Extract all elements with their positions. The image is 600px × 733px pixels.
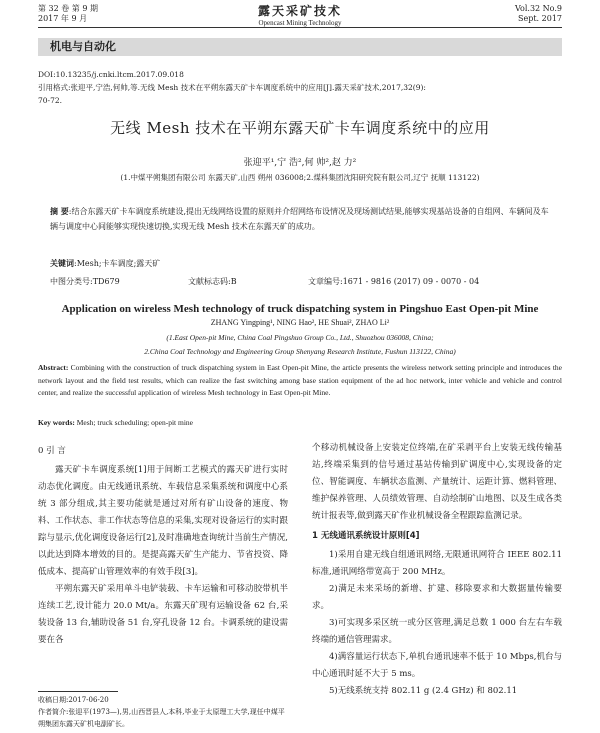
- intro-paragraph-1: 露天矿卡车调度系统[1]用于间断工艺模式的露天矿进行实时动态优化调度。由无线通讯系统、车载信息采集系统和调度中心系统 3 部分组成,其主要功能就是通过对所有矿山设备的速度、物料、工作状态、非工作状态等信息的采集,实现对设备运行的实时跟踪与显示,优化调度设备运行[2],及时准确地查询统计当前生产情况,以此达到降本增效的目的。是提高露天矿生产能力、节省投资、降低成本、提高矿山管理效率的有效手段[3]。: [38, 465, 288, 577]
- header-right: [515, 4, 562, 24]
- intro-paragraph-2: 平朔东露天矿采用单斗电铲装载、卡车运输和可移动胶带机半连续工艺,设计能力 20.0 Mt/a。东露天矿现有运输设备 62 台,采装设备 13 台,辅助设备 51 台,穿孔设备 12 台。卡调系统的建设需要在各: [38, 584, 288, 645]
- english-affiliation-2: 2.China Coal Technology and Engineering Group Shenyang Research Institute, Fushun 113122, China): [144, 347, 456, 356]
- footnote-rule: [38, 691, 118, 692]
- english-affiliation-1: (1.East Open-pit Mine, China Coal Pingshuo Group Co., Ltd., Shuozhou 036008, China;: [166, 333, 434, 342]
- doi[interactable]: DOI:10.13235/j.cnki.ltcm.2017.09.018: [38, 70, 184, 79]
- section-1-heading: 1 无线通讯系统设计原则[4]: [312, 531, 420, 541]
- english-keywords-label: Key words:: [38, 418, 75, 427]
- abstract-zh-text: :结合东露天矿卡车调度系统建设,提出无线网络设置的原则并介绍网络布设情况及现场测试结果,能够实现基站设备的自组网、车辆间及车辆与调度中心间能够实现快速切换,实现无线 Mesh 技术在东露天矿的成功。: [50, 207, 549, 231]
- section-label: [38, 38, 562, 56]
- right-column: [312, 440, 562, 700]
- article-number: 文章编号:1671 - 9816 (2017) 09 - 0070 - 04: [308, 277, 480, 286]
- affiliations: (1.中煤平朔集团有限公司 东露天矿,山西 朔州 036008;2.煤科集团沈阳研究院有限公司,辽宁 抚顺 113122): [120, 173, 480, 182]
- english-abstract-text: Combining with the construction of truck dispatching system in East Open-pit Mine, the article presents the wireless network setting principle and introduces the network layout and the field test results, which can realize the fast switching among base station equipment of the ad hoc network, inter vehicle and vehicle and control center, and realize the successful application of wireless Mesh technology in East Open-pit Mine.: [38, 363, 562, 397]
- section-label-text: 机电与自动化: [50, 40, 116, 53]
- citation-line1: 引用格式:张迎平,宁浩,何帅,等.无线 Mesh 技术在平朔东露天矿卡车调度系统中的应用[J].露天采矿技术,2017,32(9):: [38, 83, 426, 92]
- date-en: Sept. 2017: [518, 14, 562, 23]
- english-title: Application on wireless Mesh technology of truck dispatching system in Pingshuo East Open-pit Mine: [61, 303, 539, 315]
- abstract-zh: [50, 205, 550, 234]
- journal-name-en: Opencast Mining Technology: [258, 19, 342, 27]
- english-abstract-label: Abstract:: [38, 363, 69, 372]
- keywords-zh-text: :Mesh;卡车调度;露天矿: [74, 259, 161, 268]
- abstract-zh-label: 摘 要: [50, 207, 69, 216]
- keywords-zh: [50, 257, 550, 272]
- date-zh: 2017 年 9 月: [38, 14, 88, 23]
- design-principle-2: 2)满足未来采场的新增、扩建、移除要求和大数据量传输要求。: [312, 584, 562, 611]
- design-principle-3: 3)可实现多采区统一或分区管理,满足总数 1 000 台左右车载终端的通信管理需求。: [312, 618, 562, 645]
- received-date: 收稿日期:2017-06-20: [38, 696, 109, 704]
- author-bio: 作者简介:张迎平(1973—),男,山西晋县人,本科,毕业于太原理工大学,现任中煤平朔集团东露天矿机电副矿长。: [38, 708, 285, 728]
- left-column: [38, 440, 288, 649]
- right-paragraph-1: 个移动机械设备上安装定位终端,在矿采剥平台上安装无线传输基站,终端采集到的信号通过基站传输到矿调度中心,实现设备的定位、智能调度、车辆状态监测、产量统计、运距计算、燃料管理、维护保养管理、人员绩效管理、自动绘制矿山地图、以及生成各类统计报表等,做到露天矿作业机械设备全程跟踪监测记录。: [312, 443, 562, 521]
- design-principle-5: 5)无线系统支持 802.11 g (2.4 GHz) 和 802.11: [329, 686, 518, 696]
- english-keywords-text: Mesh; truck scheduling; open-pit mine: [74, 418, 193, 427]
- paper-title: 无线 Mesh 技术在平朔东露天矿卡车调度系统中的应用: [110, 119, 490, 137]
- keywords-zh-label: 关键词: [50, 259, 74, 268]
- journal-name-zh: 露天采矿技术: [257, 4, 342, 18]
- design-principle-4: 4)满容量运行状态下,单机台通讯速率不低于 10 Mbps,机台与中心通讯时延不大于 5 ms。: [312, 652, 562, 679]
- english-authors: ZHANG Yingping¹, NING Hao², HE Shuai², ZHAO Li²: [210, 318, 390, 327]
- header-center: [0, 2, 600, 28]
- english-abstract: [38, 362, 562, 400]
- clc-number: 中图分类号:TD679: [50, 277, 120, 286]
- running-header: [0, 0, 600, 30]
- footnote: [38, 691, 288, 730]
- volume-issue-en: Vol.32 No.9: [515, 4, 562, 13]
- volume-issue-zh: 第 32 卷 第 9 期: [38, 4, 98, 13]
- author-list: 张迎平¹,宁 浩²,何 帅²,赵 力²: [243, 158, 357, 168]
- intro-heading: 0 引 言: [38, 446, 66, 456]
- english-keywords: [38, 418, 562, 427]
- header-rule: [38, 27, 562, 28]
- document-code: 文献标志码:B: [188, 277, 237, 286]
- citation: [38, 81, 562, 107]
- citation-line2: 70-72.: [38, 96, 63, 105]
- design-principle-1: 1)采用自建无线自组通讯网络,无限通讯网符合 IEEE 802.11 标准,通讯网络带宽高于 200 MHz。: [312, 550, 562, 577]
